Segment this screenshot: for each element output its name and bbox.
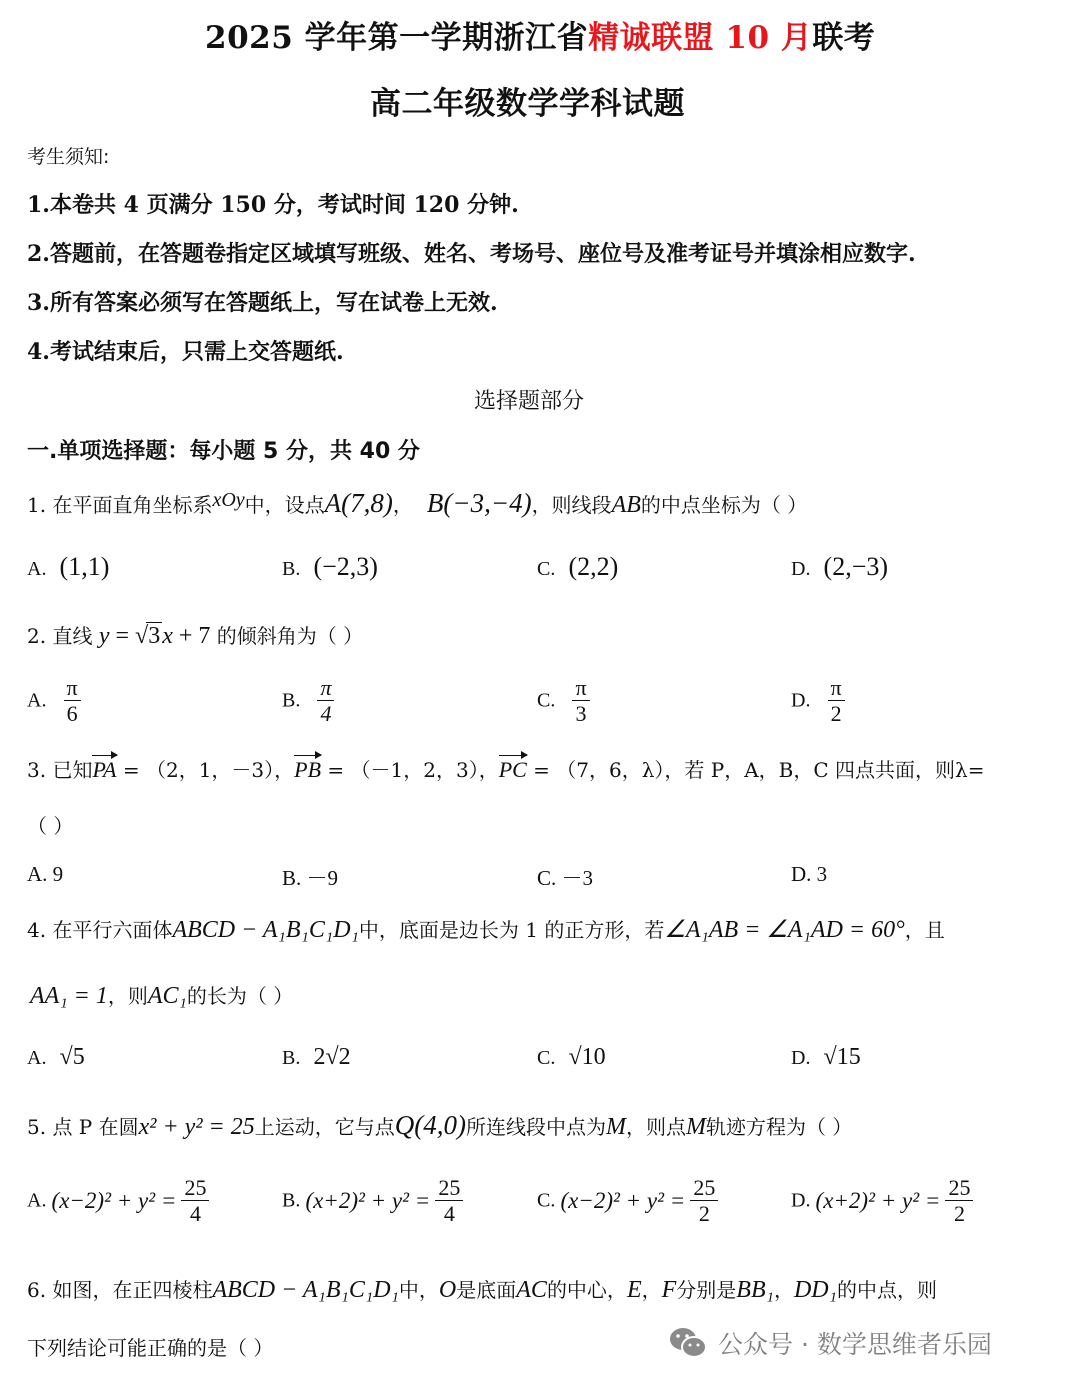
q5-option-c — [537, 1176, 718, 1226]
q3-option-c: C. －3 — [537, 866, 594, 890]
q3-pb-value: = （－1，2，3）， — [321, 758, 499, 782]
q4-text-a: 4. 在平行六面体 — [27, 918, 173, 942]
q2-option-a — [27, 676, 81, 726]
q6-text-h: 的中点，则 — [836, 1278, 937, 1302]
q4-option-c — [537, 1044, 606, 1071]
q5-m2: M — [685, 1114, 706, 1140]
q4-option-a-label: A. — [27, 1047, 47, 1069]
question-3 — [27, 754, 984, 783]
q1-comma: ， — [392, 493, 413, 517]
q5-m: M — [605, 1114, 626, 1140]
q1-option-a — [27, 552, 109, 582]
q5-option-c-label: C. — [537, 1189, 556, 1212]
question-6-line-2: 下列结论可能正确的是（ ） — [27, 1336, 274, 1360]
q4-option-d-value: √15 — [823, 1044, 861, 1070]
q5-option-a-label: A. — [27, 1189, 47, 1212]
q3-vector-pb: PB — [294, 757, 322, 782]
q3-option-a: A. 9 — [27, 862, 64, 886]
q5-option-b — [282, 1176, 463, 1226]
q5-option-c-num: 25 — [690, 1176, 718, 1201]
q4-option-b-label: B. — [282, 1047, 301, 1069]
q5-option-d-num: 25 — [945, 1176, 973, 1201]
q4-option-d-label: D. — [791, 1047, 811, 1069]
q5-text-e: 轨迹方程为（ ） — [705, 1115, 853, 1139]
q4-option-a — [27, 1044, 85, 1071]
q5-option-b-label: B. — [282, 1189, 301, 1212]
q1-ab: AB — [611, 492, 641, 518]
q4-line2-c: 的长为（ ） — [186, 984, 294, 1008]
q5-circle: x² + y² = 25 — [138, 1114, 255, 1140]
q2-option-c — [537, 676, 590, 726]
q3-pc-value: = （7，6，λ），若 P，A，B，C 四点共面，则λ= — [526, 758, 985, 782]
q5-point-q: Q(4,0) — [394, 1110, 466, 1140]
q1-option-b-value: (−2,3) — [313, 552, 378, 581]
q5-option-b-lhs: (x+2)² + y² = — [305, 1188, 431, 1214]
q1-option-a-label: A. — [27, 558, 47, 580]
exam-subtitle: 高二年级数学学科试题 — [370, 86, 685, 122]
q4-option-b-value: 2√2 — [313, 1044, 351, 1070]
q2-option-d-pi: π — [828, 676, 845, 701]
q1-option-c — [537, 552, 618, 582]
q6-ac: AC — [516, 1277, 547, 1303]
q2-option-b-pi: π — [317, 676, 334, 701]
watermark — [668, 1325, 992, 1361]
q4-option-a-value: √5 — [59, 1044, 85, 1070]
q1-option-b — [282, 552, 378, 582]
q4-aa1: AA₁ = 1 — [30, 983, 108, 1009]
q4-text-b: 中，底面是边长为 1 的正方形，若 — [358, 918, 665, 942]
q1-text-a: 1. 在平面直角坐标系 — [27, 493, 213, 517]
q2-option-c-pi: π — [572, 676, 589, 701]
q2-eq-x: x — [162, 623, 173, 649]
q2-option-a-pi: π — [64, 676, 81, 701]
notice-item-3: 3.所有答案必须写在答题纸上，写在试卷上无效. — [27, 290, 498, 316]
notice-item-2: 2.答题前，在答题卷指定区域填写班级、姓名、考场号、座位号及准考证号并填涂相应数字. — [27, 241, 916, 267]
q6-text-d: 的中心， — [546, 1278, 627, 1302]
q5-option-b-num: 25 — [435, 1176, 463, 1201]
q2-eq-y: y — [98, 623, 110, 649]
q5-option-d-lhs: (x+2)² + y² = — [815, 1188, 941, 1214]
q6-dd1: DD₁ — [793, 1277, 837, 1303]
q3-option-b: B. －9 — [282, 866, 339, 890]
q1-text-b: 中，设点 — [244, 493, 325, 517]
q1-option-d — [791, 552, 888, 582]
q6-text-g: ， — [773, 1278, 794, 1302]
q2-option-b — [282, 676, 334, 726]
q4-text-c: ，且 — [904, 918, 945, 942]
title-part-a: 2025 学年第一学期浙江省 — [205, 20, 589, 56]
section-heading: 一.单项选择题：每小题 5 分，共 40 分 — [27, 439, 420, 464]
wechat-icon — [668, 1326, 708, 1360]
q1-option-d-value: (2,−3) — [823, 552, 889, 581]
q3-option-d: D. 3 — [791, 862, 828, 886]
q4-ac1: AC₁ — [147, 983, 187, 1009]
q6-o: O — [438, 1277, 457, 1303]
q4-option-c-value: √10 — [568, 1044, 606, 1070]
q2-option-d-den: 2 — [830, 701, 842, 727]
q2-option-a-den: 6 — [66, 701, 78, 727]
q1-option-d-label: D. — [791, 558, 811, 580]
watermark-text: 公众号 · 数学思维者乐园 — [718, 1330, 992, 1359]
q3-pa-value: = （2，1，－3）， — [116, 758, 295, 782]
q5-text-c: 所连线段中点为 — [465, 1115, 606, 1139]
q2-option-c-den: 3 — [575, 701, 587, 727]
q1-xoy: xOy — [212, 489, 245, 511]
q5-option-b-den: 4 — [443, 1201, 455, 1227]
q3-vector-pc: PC — [498, 757, 527, 782]
question-4-line-2 — [30, 980, 293, 1010]
q1-text-d: 的中点坐标为（ ） — [640, 493, 808, 517]
q2-eq-tail: + 7 — [172, 623, 211, 649]
q5-option-d-den: 2 — [953, 1201, 965, 1227]
q2-text-b: 的倾斜角为（ ） — [216, 624, 364, 648]
notice-item-1: 1.本卷共 4 页满分 150 分，考试时间 120 分钟. — [27, 192, 519, 218]
q5-option-d — [791, 1176, 973, 1226]
q2-eq-eq: = — [109, 623, 136, 649]
q2-text-a: 2. 直线 — [27, 624, 93, 648]
q6-solid: ABCD − A₁B₁C₁D₁ — [212, 1277, 399, 1303]
q3-num: 3. 已知 — [27, 758, 93, 782]
part-title: 选择题部分 — [474, 389, 585, 414]
q1-option-c-value: (2,2) — [568, 552, 619, 581]
q2-option-d-label: D. — [791, 689, 811, 712]
title-part-red: 精诚联盟 10 月 — [588, 20, 813, 56]
q2-option-d — [791, 676, 845, 726]
question-5 — [27, 1110, 852, 1141]
q5-text-b: 上运动，它与点 — [254, 1115, 395, 1139]
q4-option-d — [791, 1044, 861, 1071]
q5-option-c-den: 2 — [698, 1201, 710, 1227]
q5-option-c-lhs: (x−2)² + y² = — [560, 1188, 686, 1214]
q6-text-e: ， — [641, 1278, 662, 1302]
q4-option-c-label: C. — [537, 1047, 556, 1069]
q5-option-a — [27, 1176, 209, 1226]
question-2: 2. 直线 y = √3x + 7 的倾斜角为（ ） — [27, 623, 364, 649]
q5-option-d-label: D. — [791, 1189, 811, 1212]
q6-e: E — [626, 1277, 642, 1303]
q6-text-a: 6. 如图，在正四棱柱 — [27, 1278, 213, 1302]
q2-option-c-label: C. — [537, 689, 556, 712]
q5-text-a: 5. 点 P 在圆 — [27, 1115, 139, 1139]
q5-option-a-lhs: (x−2)² + y² = — [51, 1188, 177, 1214]
q4-option-b — [282, 1044, 351, 1071]
q6-f: F — [661, 1277, 677, 1303]
q6-text-b: 中， — [398, 1278, 439, 1302]
q2-eq-root: 3 — [148, 623, 161, 649]
q6-text-c: 是底面 — [456, 1278, 517, 1302]
q1-text-c: ，则线段 — [531, 493, 612, 517]
title-part-b: 联考 — [812, 20, 876, 56]
q4-solid: ABCD − A₁B₁C₁D₁ — [172, 917, 359, 943]
question-4 — [27, 914, 945, 944]
question-1 — [27, 488, 807, 519]
q1-point-a: A(7,8) — [324, 488, 393, 518]
q5-option-a-num: 25 — [181, 1176, 209, 1201]
q2-option-b-den: 4 — [320, 701, 332, 727]
q5-text-d: ，则点 — [625, 1115, 686, 1139]
q4-line2-b: ，则 — [107, 984, 148, 1008]
q1-option-b-label: B. — [282, 558, 301, 580]
q6-text-f: 分别是 — [676, 1278, 737, 1302]
q5-option-a-den: 4 — [189, 1201, 201, 1227]
question-6 — [27, 1274, 937, 1304]
q3-paren: （ ） — [27, 814, 74, 838]
notice-heading: 考生须知: — [27, 146, 110, 168]
q4-angles: ∠A₁AB = ∠A₁AD = 60° — [664, 917, 905, 943]
q3-vector-pa: PA — [92, 757, 117, 782]
q2-option-b-label: B. — [282, 689, 301, 712]
q6-bb1: BB₁ — [736, 1277, 774, 1303]
exam-title — [205, 12, 875, 57]
q1-point-b: B(−3,−4) — [426, 488, 532, 518]
q1-option-c-label: C. — [537, 558, 556, 580]
notice-item-4: 4.考试结束后，只需上交答题纸. — [27, 339, 344, 365]
q2-option-a-label: A. — [27, 689, 47, 712]
q1-option-a-value: (1,1) — [59, 552, 110, 581]
